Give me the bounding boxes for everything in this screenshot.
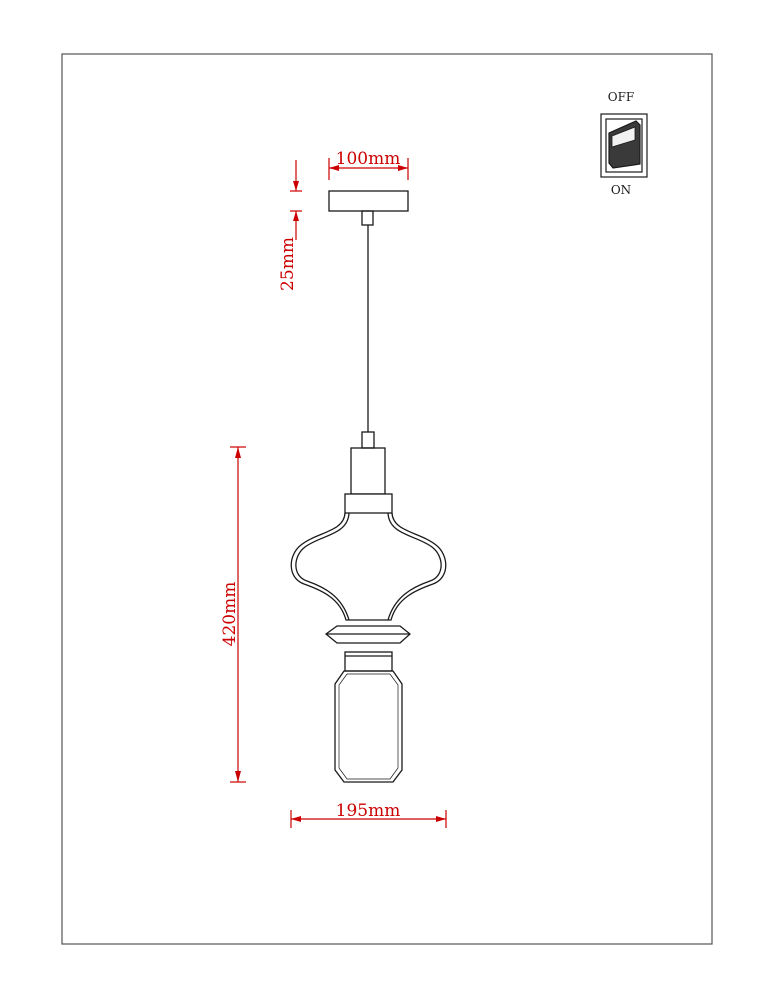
dim-label-canopy-height: 25mm [278, 237, 298, 291]
dimension-labels [220, 149, 400, 821]
pendant-lamp [291, 191, 446, 782]
canopy-stem [362, 211, 373, 225]
glass-shade-lower [335, 671, 402, 782]
lower-collar [345, 652, 392, 671]
rocker-switch-icon [601, 90, 647, 197]
ceiling-canopy [329, 191, 408, 211]
lamp-holder [351, 448, 385, 494]
dimension-canopy-height [290, 160, 302, 240]
glass-shade-upper [291, 513, 446, 620]
cable-grip [362, 432, 374, 448]
dim-label-canopy-width: 100mm [335, 149, 401, 169]
glass-shade-upper-inner [296, 513, 441, 620]
holder-collar [345, 494, 392, 513]
glass-shade-lower-inner [339, 674, 398, 779]
dim-label-shade-width: 195mm [335, 801, 401, 821]
switch-on-label: ON [610, 183, 632, 197]
switch-off-label: OFF [607, 90, 635, 104]
dimension-lines [230, 158, 446, 828]
dim-label-shade-height: 420mm [220, 581, 240, 647]
